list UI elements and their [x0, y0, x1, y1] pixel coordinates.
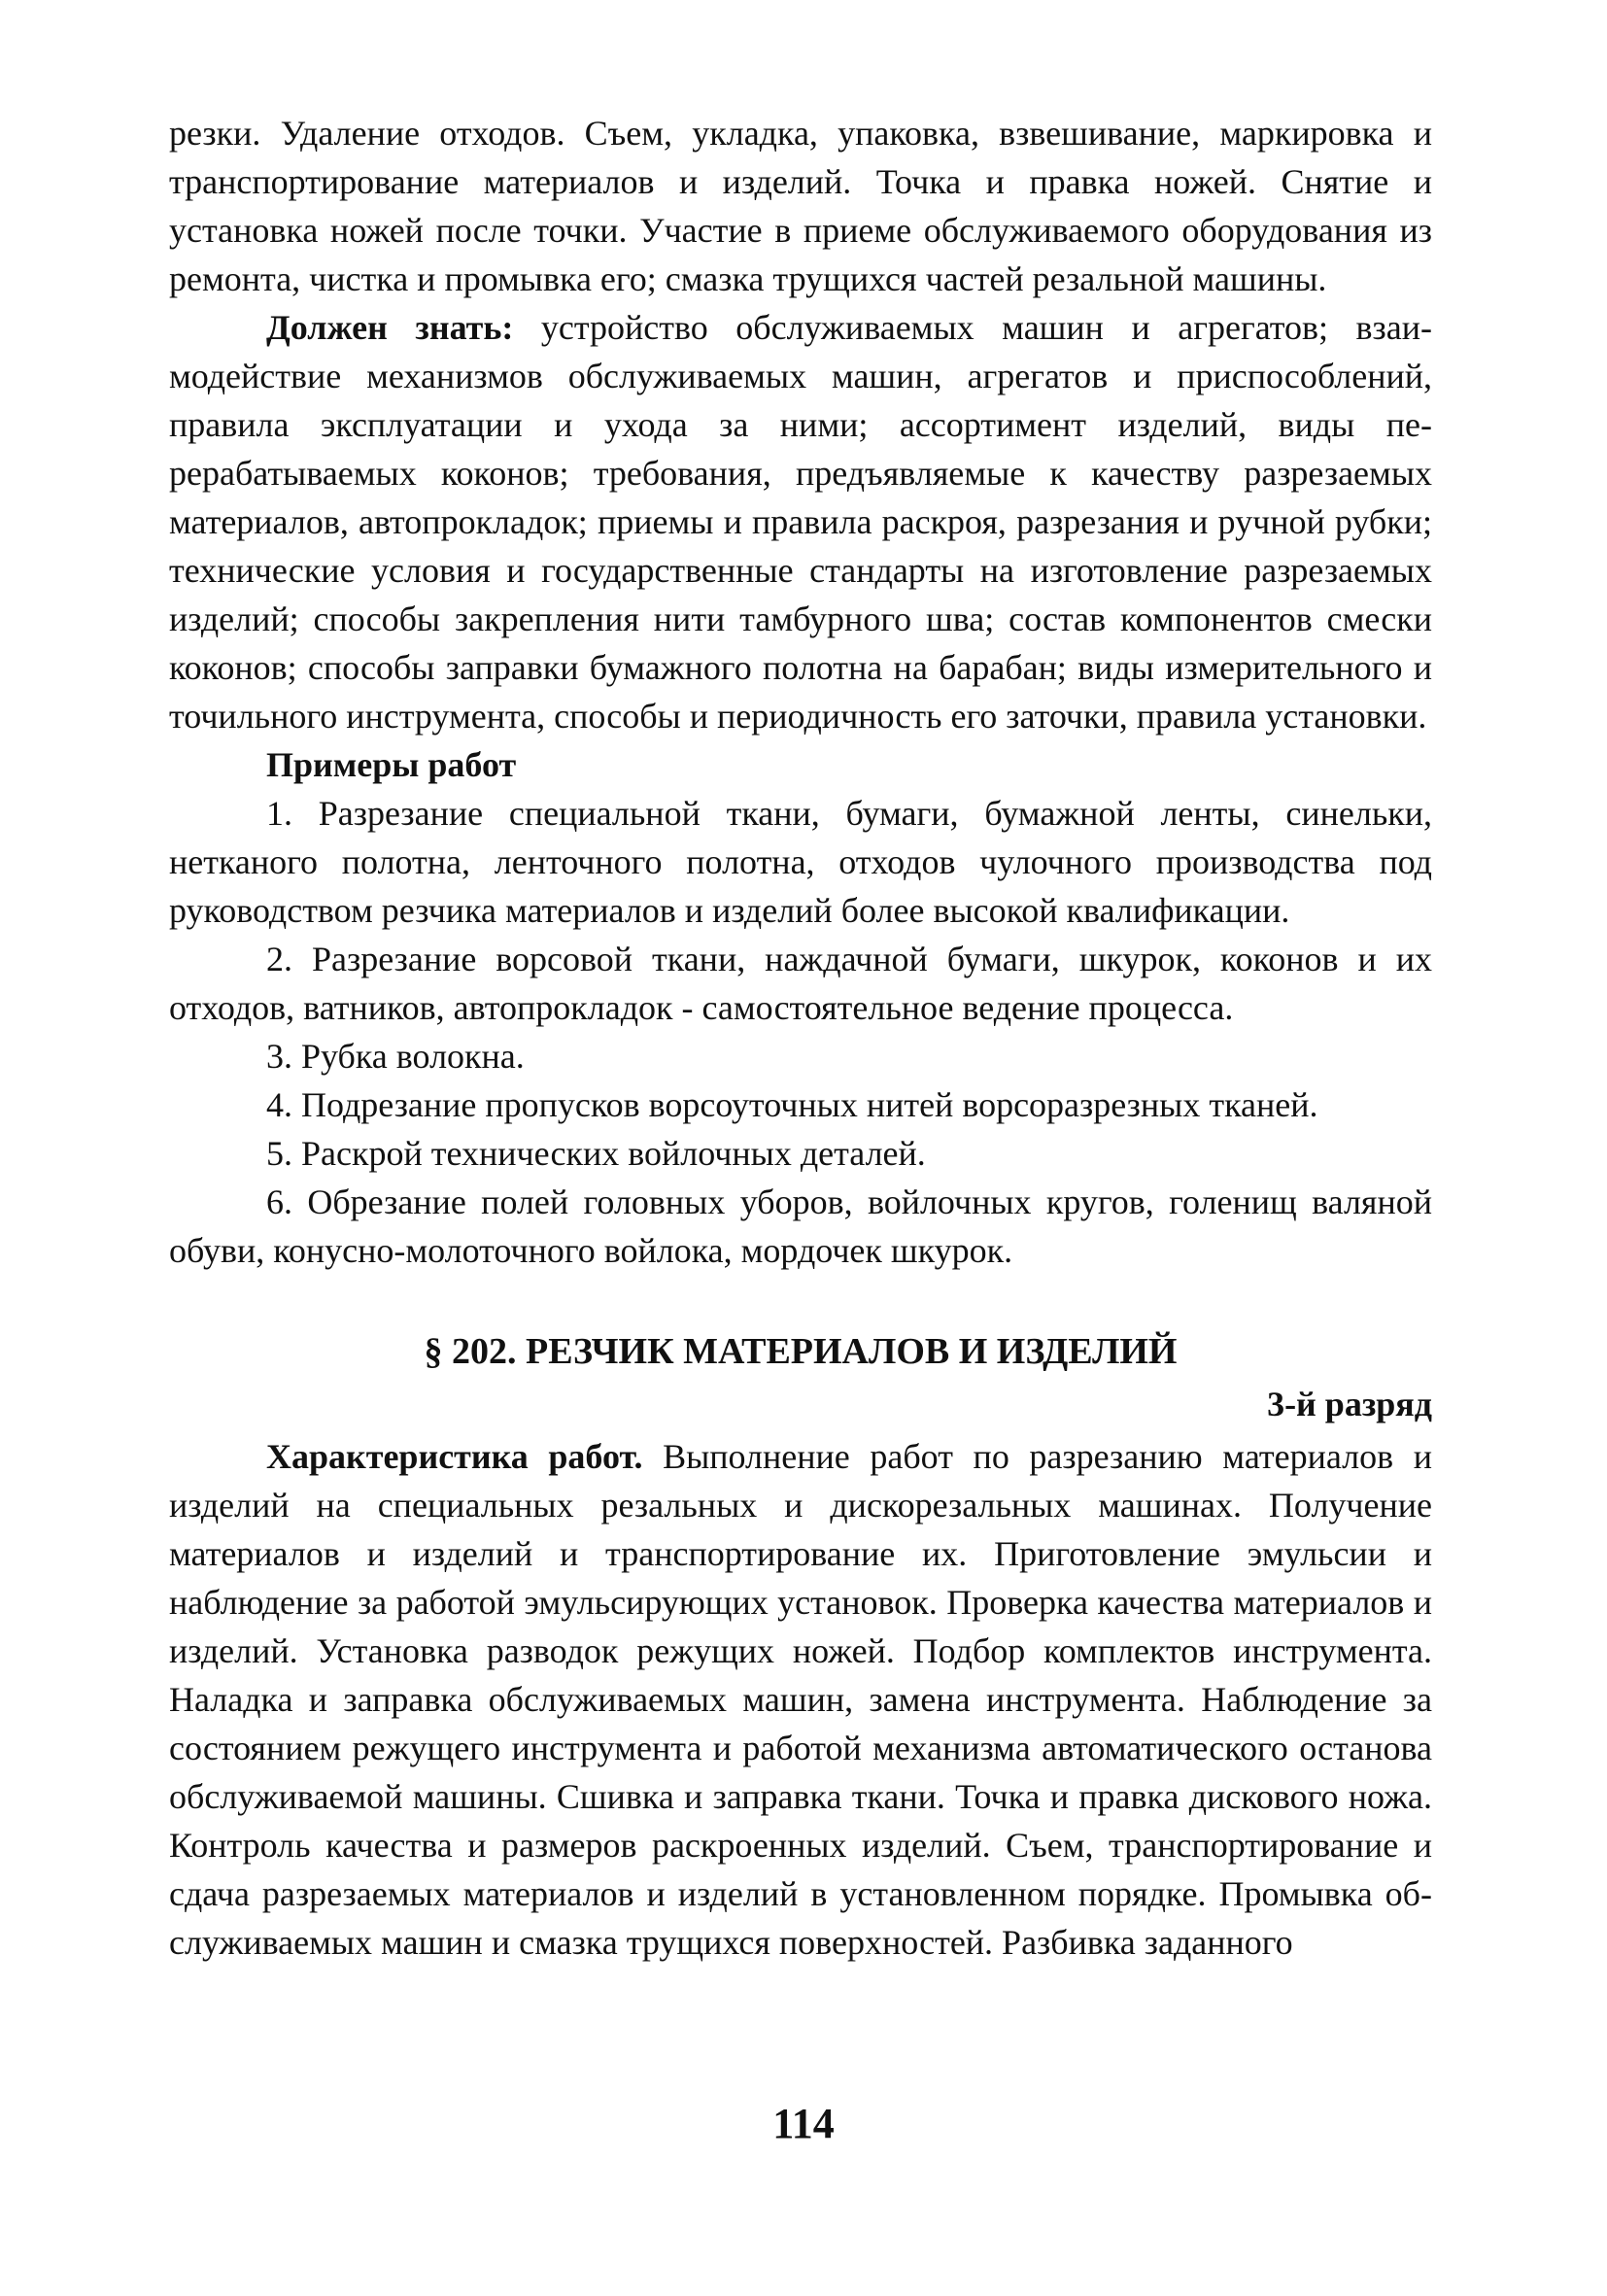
page-number: 114	[772, 2100, 835, 2147]
example-item-6: 6. Обрезание полей головных уборов, войлочных кругов, голенищ валяной обуви, конусно-молоточного войлока, мордочек шкурок.	[169, 1182, 1432, 1270]
paragraph-continuation: резки. Удаление отходов. Съем, укладка, упаковка, взвешивание, маркировка и транспортирование материалов и изделий. Точка и правка ножей. Снятие и установка ножей после точки. Участие в приеме обслуживаемого оборудования из ремонта, чистка и промывка его; смазка трущихся частей резальной машины.	[169, 114, 1432, 298]
characteristics-paragraph	[169, 1432, 1432, 1967]
characteristics-lead: Характеристика работ.	[266, 1437, 643, 1476]
example-item-5: 5. Раскрой технических войлочных деталей.	[266, 1134, 926, 1173]
must-know-lead: Должен знать:	[266, 308, 514, 347]
page-content	[169, 109, 1432, 1967]
example-item-2: 2. Разрезание ворсовой ткани, наждачной бумаги, шкурок, коконов и их отходов, ватников, автопрокладок - самостоятельное ведение процесса.	[169, 940, 1432, 1027]
must-know-text: устройство обслуживаемых машин и агрегатов; взаимодействие механизмов обслуживаемых машин, агрегатов и приспособлений, правила эксплуатации и ухода за ними; ассортимент изделий, виды перерабатываемых коконов; требования, предъявляемые к качеству разрезаемых материалов, автопрокладок; приемы и правила раскроя, разрезания и ручной рубки; технические условия и государственные стандарты на изготовление разрезаемых изделий; способы закрепления нити тамбурного шва; состав компонентов смески коконов; способы заправки бумажного полотна на барабан; виды измерительного и точильного инструмента, способы и периодичность его заточки, правила установки.	[169, 308, 1433, 736]
example-item-1: 1. Разрезание специальной ткани, бумаги, бумажной ленты, синельки, нетканого полотна, ленточного полотна, отходов чулочного производства под руководством резчика материалов и изделий более высокой квалификации.	[169, 794, 1432, 930]
examples-title: Примеры работ	[266, 745, 517, 784]
characteristics-text: Выполнение работ по разрезанию материалов и изделий на специальных резальных и дискорезальных машинах. Получение материалов и изделий и транспортирование их. Приготовление эмульсии и наблюдение за работой эмульсирующих установок. Проверка качества материалов и изделий. Установка разводок режущих ножей. Подбор комплектов инструмента. Наладка и заправка обслуживаемых машин, замена инструмента. Наблюдение за состоянием режущего инструмента и работой механизма автоматического останова обслуживаемой машины. Сшивка и заправка ткани. Точка и правка дискового ножа. Контроль качества и размеров раскроенных изделий. Съем, транспортирование и сдача разрезаемых материалов и изделий в установленном порядке. Промывка обслуживаемых машин и смазка трущихся поверхностей. Разбивка заданного	[169, 1437, 1432, 1962]
section-title: § 202. РЕЗЧИК МАТЕРИАЛОВ И ИЗДЕЛИЙ	[424, 1331, 1178, 1372]
grade-label: 3-й разряд	[1267, 1385, 1432, 1423]
example-item-3: 3. Рубка волокна.	[266, 1037, 525, 1076]
must-know-paragraph	[169, 303, 1432, 740]
example-item-4: 4. Подрезание пропусков ворсоуточных нитей ворсоразрезных тканей.	[266, 1085, 1318, 1124]
